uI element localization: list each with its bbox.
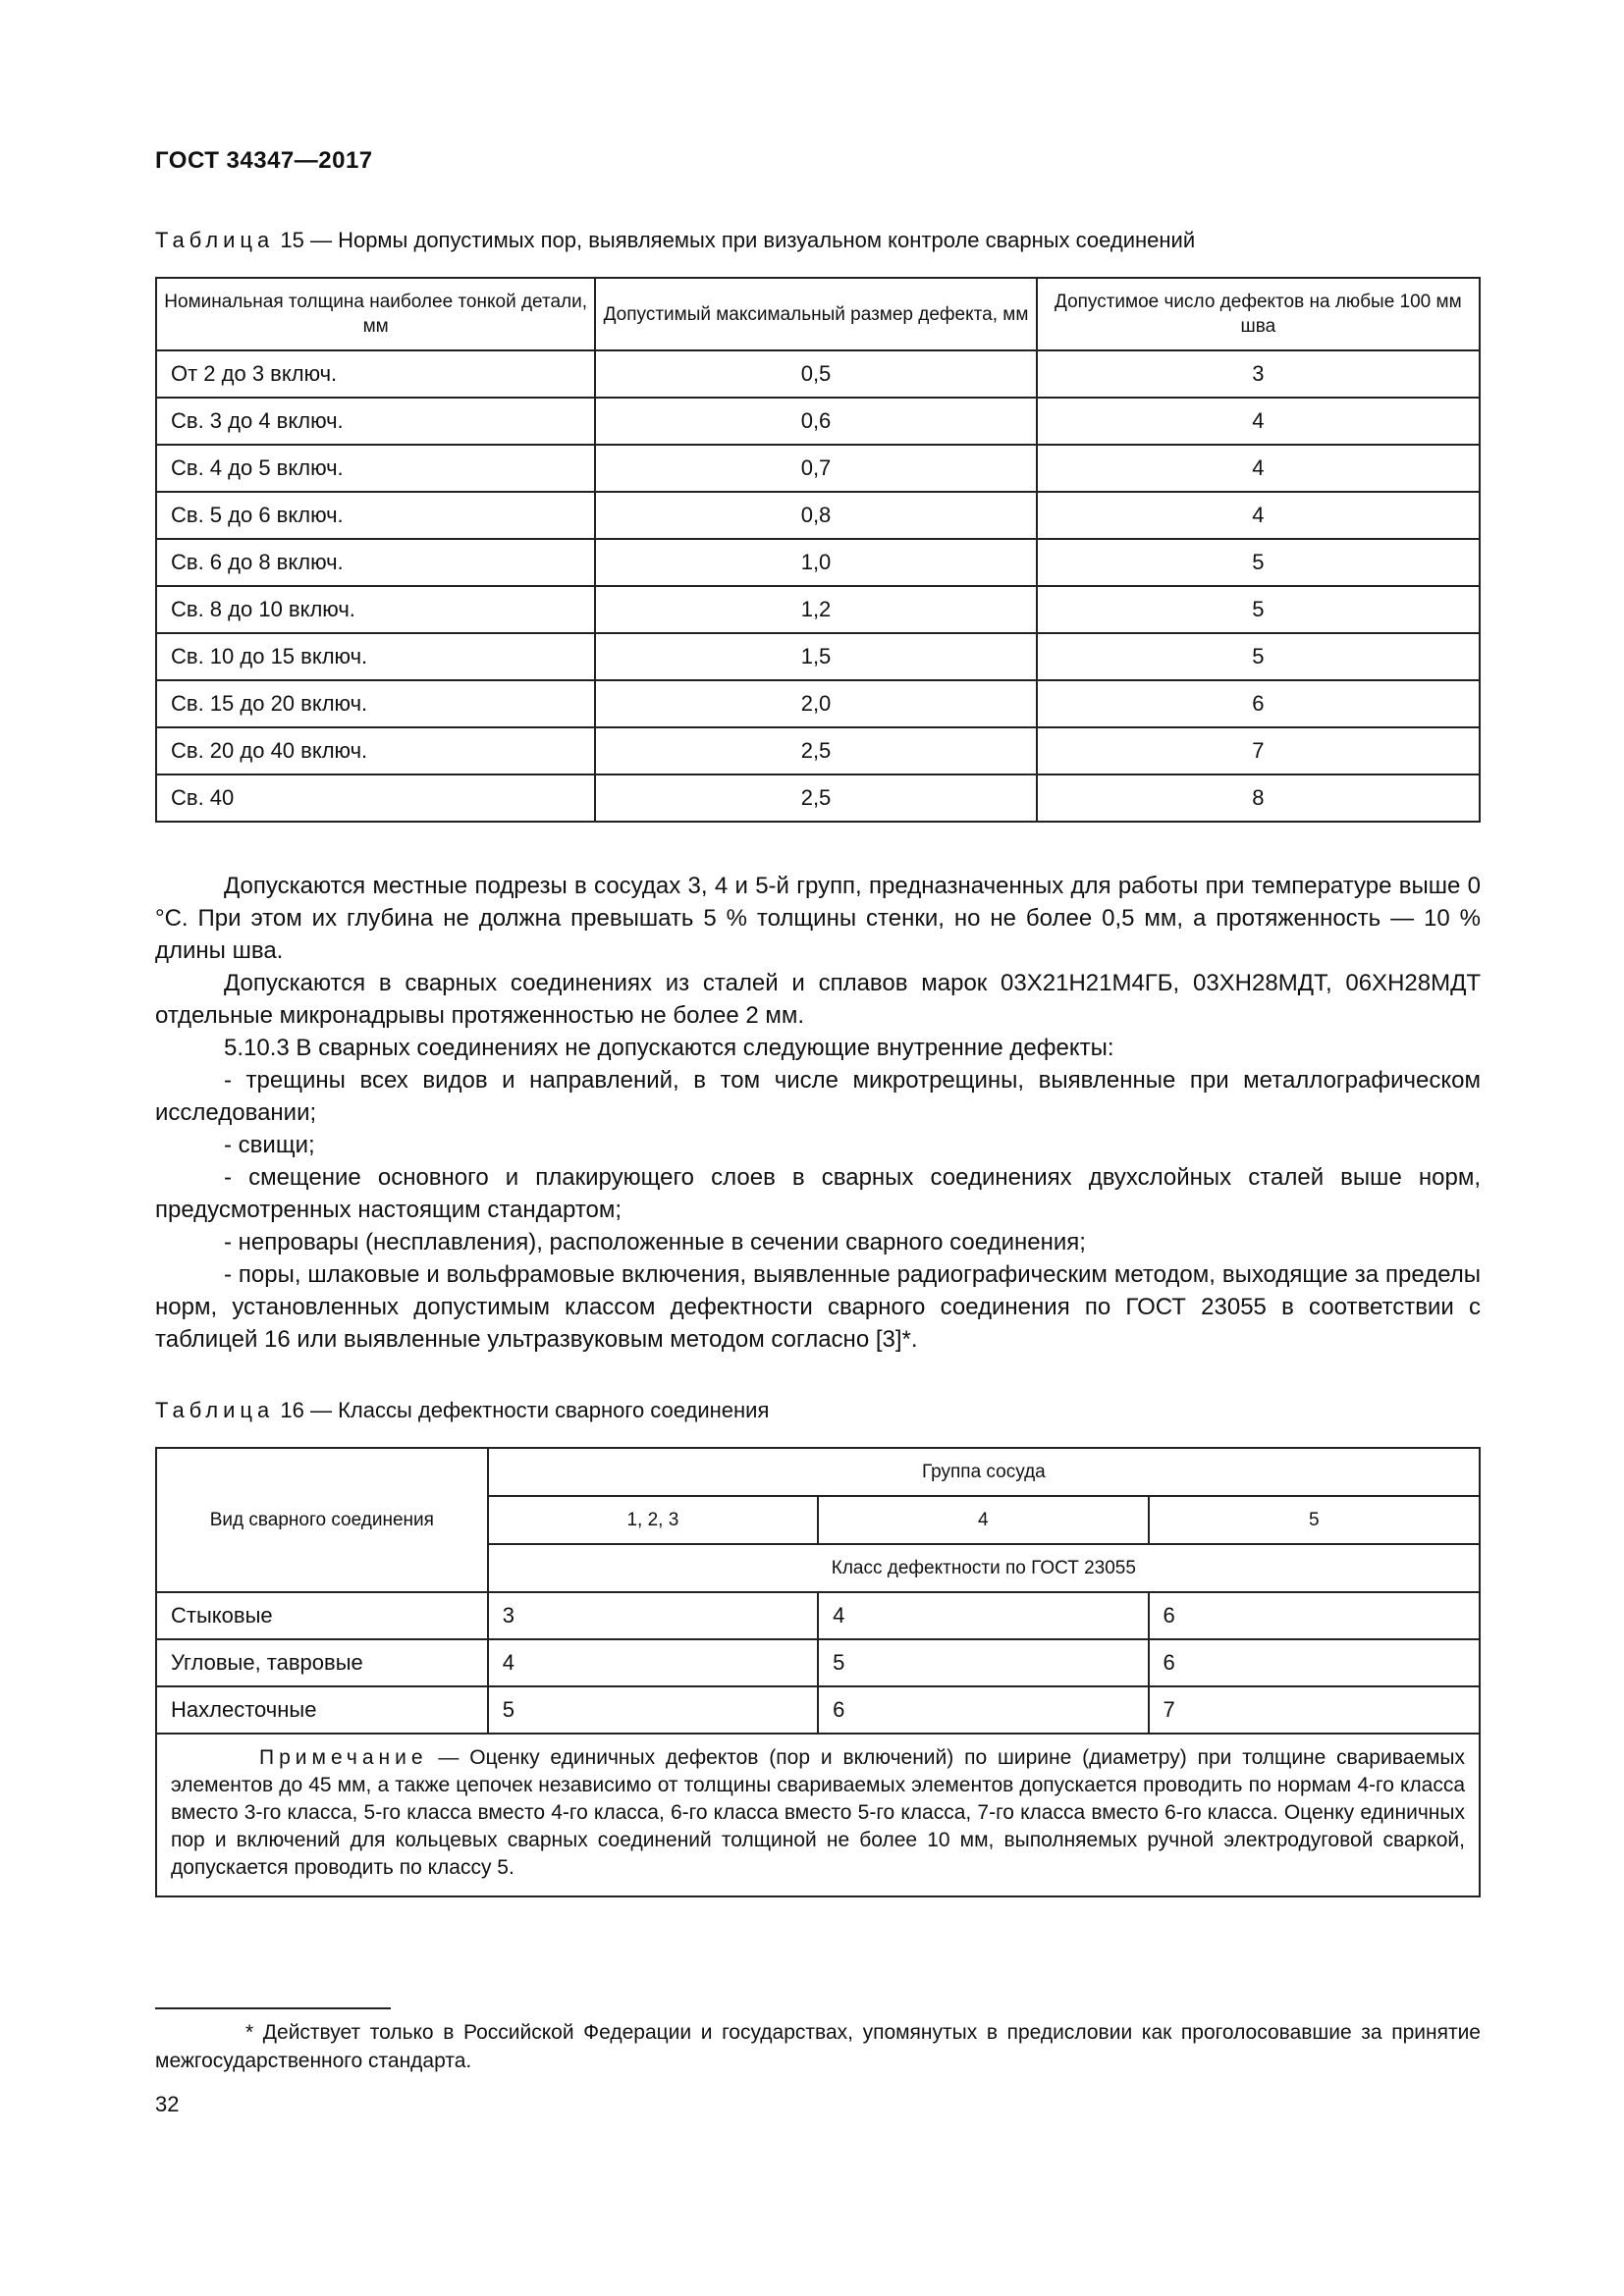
footnote: * Действует только в Российской Федерации и государствах, упомянутых в предисловии как проголосовавшие за принятие межгосударственного стандарта.	[155, 2021, 1481, 2072]
table-16-header-vessel-group: Группа сосуда	[488, 1448, 1480, 1496]
document-code: ГОСТ 34347—2017	[155, 147, 373, 174]
table-15	[155, 277, 1481, 823]
table-16-header-weld-type: Вид сварного соединения	[156, 1448, 488, 1592]
table-row	[156, 727, 1480, 774]
table-cell: Угловые, тавровые	[156, 1639, 488, 1686]
table-15-caption	[155, 228, 1195, 253]
table-cell: Стыковые	[156, 1592, 488, 1639]
table-cell: 4	[1037, 398, 1480, 445]
table-cell: 6	[1149, 1639, 1480, 1686]
paragraph-microtears: Допускаются в сварных соединениях из сталей и сплавов марок 03Х21Н21М4ГБ, 03ХН28МДТ, 06ХН28МДТ отдельные микронадрывы протяженностью не более 2 мм.	[155, 970, 1481, 1029]
table-cell: 4	[488, 1639, 818, 1686]
list-item: - непровары (несплавления), расположенные в сечении сварного соединения;	[224, 1229, 1086, 1255]
table-row	[156, 492, 1480, 539]
table-row	[156, 398, 1480, 445]
table-cell: Св. 20 до 40 включ.	[156, 727, 595, 774]
table-cell: 0,6	[595, 398, 1036, 445]
table-row	[156, 1592, 1480, 1639]
table-cell: 0,7	[595, 445, 1036, 492]
table-cell: 5	[488, 1686, 818, 1734]
table-cell: 3	[1037, 350, 1480, 398]
table-row	[156, 633, 1480, 680]
table-15-caption-label: Таблица	[155, 228, 275, 252]
table-cell: 6	[818, 1686, 1148, 1734]
table-cell: Св. 8 до 10 включ.	[156, 586, 595, 633]
list-item: - смещение основного и плакирующего слоев в сварных соединениях двухслойных сталей выше норм, предусмотренных настоящим стандартом;	[155, 1164, 1481, 1223]
table-16-caption-text: 16 — Классы дефектности сварного соединения	[274, 1398, 770, 1422]
table-cell: 3	[488, 1592, 818, 1639]
table-cell: 4	[1037, 492, 1480, 539]
list-item: - поры, шлаковые и вольфрамовые включения, выявленные радиографическим методом, выходящие за пределы норм, установленных допустимым классом дефектности сварного соединения по ГОСТ 23055 в соответствии с таблицей 16 или выявленные ультразвуковым методом согласно [3]*.	[155, 1261, 1481, 1353]
table-cell: Св. 4 до 5 включ.	[156, 445, 595, 492]
table-cell: 4	[818, 1592, 1148, 1639]
table-cell: Св. 40	[156, 774, 595, 822]
table-cell: Св. 15 до 20 включ.	[156, 680, 595, 727]
table-cell: 2,5	[595, 727, 1036, 774]
table-cell: 4	[1037, 445, 1480, 492]
table-cell: 1,2	[595, 586, 1036, 633]
table-row	[156, 539, 1480, 586]
table-cell: 8	[1037, 774, 1480, 822]
table-cell: 2,0	[595, 680, 1036, 727]
table-row	[156, 1686, 1480, 1734]
table-row	[156, 350, 1480, 398]
table-cell: 2,5	[595, 774, 1036, 822]
table-16-header-group-4: 4	[818, 1496, 1148, 1544]
table-16-note	[156, 1734, 1480, 1896]
table-cell: Св. 3 до 4 включ.	[156, 398, 595, 445]
table-cell: Нахлесточные	[156, 1686, 488, 1734]
table-cell: 1,0	[595, 539, 1036, 586]
table-cell: 1,5	[595, 633, 1036, 680]
table-cell: 7	[1037, 727, 1480, 774]
body-text	[155, 870, 1481, 1356]
table-15-header-max-size: Допустимый максимальный размер дефекта, мм	[595, 278, 1036, 350]
paragraph-section-5-10-3: 5.10.3 В сварных соединениях не допускаются следующие внутренние дефекты:	[224, 1035, 1114, 1061]
table-cell: 6	[1037, 680, 1480, 727]
table-15-caption-text: 15 — Нормы допустимых пор, выявляемых при визуальном контроле сварных соединений	[274, 228, 1196, 252]
table-16-header-group-1-2-3: 1, 2, 3	[488, 1496, 818, 1544]
table-row	[156, 445, 1480, 492]
table-16-note-text: — Оценку единичных дефектов (пор и включений) по ширине (диаметру) при толщине свариваемых элементов до 45 мм, а также цепочек независимо от толщины свариваемых элементов допускается проводить по нормам 4-го класса вместо 3-го класса, 5-го класса вместо 4-го класса, 6-го класса вместо 5-го класса, 7-го класса вместо 6-го класса. Оценку единичных пор и включений для кольцевых сварных соединений толщиной не более 10 мм, выполняемых ручной электродуговой сваркой, допускается проводить по классу 5.	[171, 1746, 1465, 1879]
table-16-header-group-5: 5	[1149, 1496, 1480, 1544]
table-cell: 0,5	[595, 350, 1036, 398]
table-16-caption-label: Таблица	[155, 1398, 275, 1422]
table-cell: 6	[1149, 1592, 1480, 1639]
table-cell: От 2 до 3 включ.	[156, 350, 595, 398]
table-cell: 5	[1037, 586, 1480, 633]
table-cell: Св. 5 до 6 включ.	[156, 492, 595, 539]
table-row	[156, 680, 1480, 727]
table-cell: Св. 10 до 15 включ.	[156, 633, 595, 680]
table-16-note-label: Примечание	[259, 1746, 428, 1769]
table-row	[156, 774, 1480, 822]
table-cell: 7	[1149, 1686, 1480, 1734]
table-cell: Св. 6 до 8 включ.	[156, 539, 595, 586]
footnote-divider	[155, 2007, 391, 2009]
table-row	[156, 1639, 1480, 1686]
table-row	[156, 586, 1480, 633]
paragraph-undercuts: Допускаются местные подрезы в сосудах 3, 4 и 5-й групп, предназначенных для работы при температуре выше 0 °С. При этом их глубина не должна превышать 5 % толщины стенки, но не более 0,5 мм, а протяженность — 10 % длины шва.	[155, 873, 1481, 964]
list-item: - трещины всех видов и направлений, в том числе микротрещины, выявленные при металлографическом исследовании;	[155, 1067, 1481, 1126]
table-cell: 5	[1037, 539, 1480, 586]
list-item: - свищи;	[224, 1132, 315, 1158]
table-16-caption	[155, 1398, 769, 1423]
table-15-header-defect-count: Допустимое число дефектов на любые 100 мм шва	[1037, 278, 1480, 350]
page-number: 32	[155, 2092, 180, 2116]
table-cell: 5	[1037, 633, 1480, 680]
table-cell: 0,8	[595, 492, 1036, 539]
table-15-header-thickness: Номинальная толщина наиболее тонкой детали, мм	[156, 278, 595, 350]
table-cell: 5	[818, 1639, 1148, 1686]
table-16	[155, 1447, 1481, 1897]
table-16-header-defect-class: Класс дефектности по ГОСТ 23055	[488, 1544, 1480, 1592]
